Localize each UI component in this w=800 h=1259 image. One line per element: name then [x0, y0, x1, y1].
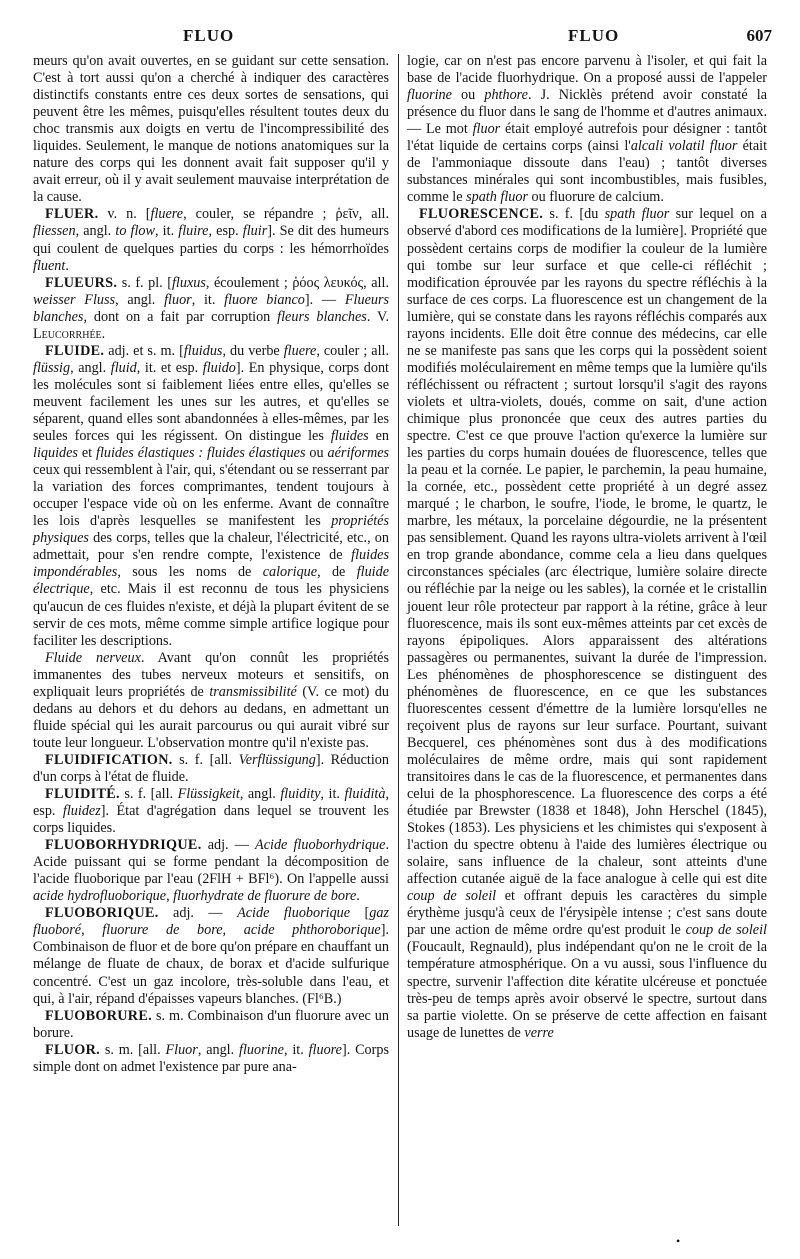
entry-italic: weisser Fluss — [33, 291, 116, 308]
right-column — [407, 53, 767, 1042]
entry-text: ]. Se dit des humeurs qui coulent de quelques parties du corps : les hémorrhoïdes — [33, 223, 389, 257]
entry-text: , esp. — [33, 786, 389, 820]
entry-text: , it. — [283, 1041, 309, 1058]
entry-italic: Acide fluoborhydrique — [255, 837, 386, 854]
entry-italic: fluorine — [407, 87, 452, 104]
entry-italic: Flüssigkeit — [177, 786, 240, 803]
entry-fluoborhydrique — [33, 837, 389, 905]
entry-text: adj. — — [201, 837, 256, 854]
entry-italic: fluore bianco — [224, 291, 305, 308]
headword: FLUER. — [45, 206, 99, 223]
entry-text: , angl. — [115, 291, 165, 308]
entry-italic: fluore — [308, 1041, 342, 1058]
entry-italic: coup de soleil — [407, 888, 497, 905]
entry-text: en — [368, 428, 389, 445]
entry-italic: fluor — [472, 121, 501, 138]
entry-text: s. f. pl. [ — [117, 274, 172, 291]
entry-italic: fluides impondérables — [33, 547, 389, 581]
entry-italic: acide hydrofluoborique — [33, 888, 167, 905]
entry-text: s. m. [all. — [100, 1041, 166, 1058]
entry-italic: liquides — [33, 445, 78, 462]
entry-text: s. f. [all. — [119, 786, 178, 803]
entry-text: . — [101, 325, 106, 342]
headword: FLUOBORIQUE. — [45, 905, 159, 922]
entry-text: , de — [317, 564, 357, 581]
entry-text: , couler ; all. — [316, 342, 390, 359]
entry-italic: spath fluor — [466, 189, 528, 206]
entry-text: s. m. Combinaison d'un fluorure avec un borure. — [33, 1007, 389, 1041]
entry-italic: Flueurs blanches — [33, 291, 390, 325]
entry-fluor — [33, 1042, 389, 1076]
entry-text: , it. — [155, 223, 179, 240]
entry-fluidification — [33, 752, 389, 786]
entry-italic: propriétés physiques — [33, 513, 389, 547]
cross-reference: Leucorrhée — [33, 325, 102, 342]
entry-text: , angl. — [197, 1041, 240, 1058]
entry-italic: fluidità — [344, 786, 386, 803]
entry-text: ou fluorure de calcium. — [527, 189, 664, 206]
entry-text: , etc. Mais il est reconnu de tous les physiciens qu'aucun de ces fluides n'existe, et déjà la plupart évitent de se servir de ces mots, même comme simple artifice logique pour faciliter les descriptions. — [33, 581, 389, 649]
entry-text: sur lequel on a observé d'abord ces modifications de la lumière]. Propriété que possèdent certains corps de modifier la couleur de la lumière qui tombe sur leur surface et que celle-ci réfléchit ; modification éprouvée par les rayons du spectre réfléchis à la surface de ces corps. La fluorescence est un changement de la lumière, qui se constate dans les rayons réfléchis comparés aux rayons incidents. Elle doit être connue des médecins, car elle ne se manifeste pas sans que les corps qui la possèdent soient modifiés moléculairement en même temps que la lumière qu'ils réfléchissent ou réfractent ; surtout lorsqu'il s'agit des rayons violets et ultra-violets, doués, comme on sait, d'une action chimique plus prononcée que ceux des autres parties du spectre. C'est ce que prouve l'action qu'exerce la lumière sur les parties du corps humain douées de fluorescence, telles que la peau et la cornée. Le papier, le parchemin, la peau humaine, la cornée, etc., possèdent cette propriété à un degré assez marqué ; le charbon, le soufre, l'iode, le brome, le quartz, le marbre, les métaux, la porcelaine dégourdie, ne la présentent pas sensiblement. Quand les rayons ultra-violets arrivent à l'œil en trop grande abondance, comme cela a lieu dans quelques circonstances spéciales (arc électrique, lumière solaire directe ou réfléchie par la neige ou les sables), la cornée et le cristallin jouent leur rôle protecteur par rapport à la rétine, grâce à leur fluorescence, mais ils sont eux-mêmes atteints par cet excès de rayons épipoliques. Alors apparaissent des altérations passagères ou permanentes, suivant la durée de l'impression. Les phénomènes de phosphorescence se distinguent des phénomènes de fluorescence, en ce que les substances fluorescentes cessent d'émettre de la lumière lorsqu'elles ne reçoivent plus de rayons sur leur surface. Pourtant, suivant Becquerel, ces phénomènes sont dus à des modifications moléculaires de même ordre, mais qui sont rapidement transitoires dans le cas de la fluorescence, et permanentes dans celui de la phosphorescence. La fluorescence des corps a été étudiée par Brewster (1838 et 1848), John Herschel (1845), Stokes (1853). Les physiciens et les chimistes qui s'exposent à l'action du spectre obtenu à l'aide des lumières électrique ou solaire, sans influence de la chaleur, sont atteints d'une affection cutanée aiguë de la face analogue à celle qui est dite — [407, 206, 767, 888]
entry-text: . J. Nicklès prétend avoir constaté la présence du fluor dans le sang de l'homme et d'autres animaux. — Le mot — [407, 87, 768, 138]
entry-italic: spath fluor — [604, 206, 670, 223]
entry-italic: fluidez — [62, 803, 101, 820]
headword: FLUEURS. — [45, 274, 118, 291]
entry-text: , angl. — [70, 359, 111, 376]
entry-text: s. f. [all. — [172, 751, 239, 768]
entry-text: logie, car on n'est pas encore parvenu à l'isoler, et qui fait la base de l'acide fluorhydrique. On a proposé aussi de l'appeler — [407, 53, 767, 87]
entry-text: , couler, se répandre ; ῥεῖν, all. — [183, 206, 389, 223]
entry-text: . — [65, 257, 69, 274]
entry-italic: fleurs blanches — [277, 308, 367, 325]
entry-italic: fluent — [33, 257, 66, 274]
entry-text: . Acide puissant qui se forme pendant la décomposition de l'acide fluoborique par l'eau (2FlH + BFl⁶). On l'appelle aussi — [33, 837, 389, 888]
running-head-right: FLUO — [568, 26, 620, 45]
entry-text: s. f. [du — [543, 206, 605, 223]
entry-italic: Fluor — [165, 1041, 198, 1058]
entry-text: ]. — — [304, 291, 345, 308]
entry-text: était employé autrefois pour désigner : tantôt l'état liquide de certains corps (ainsi l' — [407, 121, 767, 155]
entry-italic: calorique — [262, 564, 318, 581]
entry-italic: fluir — [242, 223, 268, 240]
entry-text: ]. Réduction d'un corps à l'état de fluide. — [33, 751, 389, 785]
entry-fluidite — [33, 786, 389, 837]
entry-text: , sous les noms de — [117, 564, 263, 581]
entry-text: ]. État d'agrégation dans lequel se trouvent les corps liquides. — [33, 803, 389, 837]
continued-entry-fluor — [407, 53, 767, 206]
column-divider — [398, 54, 399, 1226]
entry-text: . Avant qu'on connût les propriétés immanentes des tubes nerveux moteurs et sensitifs, on expliquait leurs propriétés de — [33, 649, 389, 700]
entry-text: (V. ce mot) du dedans au dehors et du dehors au dedans, en admettant un fluide spécial qui les aurait parcourus ou qui aurait vibré sur toute leur longueur. L'observation montre qu'il n'existe pas. — [33, 683, 389, 751]
entry-text: , angl. — [75, 223, 116, 240]
entry-italic: transmissibilité — [209, 683, 297, 700]
entry-italic: aériformes — [327, 445, 390, 462]
entry-text: et — [77, 445, 96, 462]
headword: FLUIDE. — [45, 342, 105, 359]
entry-italic: fluides — [330, 428, 369, 445]
left-column — [33, 53, 389, 1076]
entry-text: , du verbe — [222, 342, 284, 359]
entry-text: , angl. — [239, 786, 281, 803]
entry-italic: fluorhydrate de fluorure de bore — [173, 888, 357, 905]
entry-italic: verre — [524, 1024, 554, 1041]
headword: FLUOR. — [45, 1041, 101, 1058]
entry-text: (Foucault, Regnauld), plus indépendant qu'on ne le croit de la température atmosphérique. On a vu aussi, sous l'influence du spectre, survenir l'affection dite kératite ulcéreuse et ponctuée très-peu de temps après avoir observé le spectre, surtout dans sa partie violette. On se préserve de cette affection en faisant usage de lunettes de — [407, 939, 767, 1041]
entry-italic: fluide électrique — [33, 564, 389, 598]
headword: FLUOBORHYDRIQUE. — [45, 837, 202, 854]
entry-text: , it. — [320, 786, 345, 803]
entry-text: , dont on a fait par corruption — [83, 308, 278, 325]
entry-text: était de l'ammoniaque dissoute dans l'eau) ; tantôt diverses substances minérales qui sont incombustibles, mais fusibles, comme le — [407, 138, 768, 206]
entry-italic: fluxus — [171, 274, 206, 291]
entry-text: adj. et s. m. [ — [104, 342, 184, 359]
entry-text: et offrant depuis les caractères du simple érythème jusqu'à ceux de l'érysipèle intense ; c'est sans doute par une action de même ordre qu'est produit le — [407, 888, 767, 939]
headword: FLUIDITÉ. — [45, 786, 120, 803]
entry-fluoborique — [33, 905, 389, 1007]
page-number: 607 — [746, 26, 772, 45]
entry-italic: Verflüssigung — [238, 751, 316, 768]
entry-italic: fluor — [164, 291, 192, 308]
entry-text: , esp. — [208, 223, 243, 240]
headword: FLUIDIFICATION. — [45, 751, 173, 768]
continued-paragraph: meurs qu'on avait ouvertes, en se guidant sur cette sensation. C'est à tort aussi qu'on a cherché à indiquer des caractères distinctifs constants entre ces deux sortes de sensations, qui peuvent être les mêmes, puisqu'elles résultent toutes deux du choc transmis aux doigts en vertu de l'incompressibilité des liquides. Seulement, le manque de notions anatomiques sur la nature des corps qui les donnent avait fait supposer qu'il y avait erreur, où il y avait seulement mauvaise interprétation de la cause. — [33, 53, 389, 206]
entry-text: ceux qui ressemblent à l'air, qui, s'étendant ou se resserrant par la variation des forces comprimantes, tendent toujours à occuper l'espace vide où on les enferme. Avant de connaître les lois d'après lesquelles se manifestent les — [33, 462, 389, 530]
entry-text: v. n. [ — [98, 206, 151, 223]
entry-italic: flüssig — [33, 359, 71, 376]
entry-italic: fluorine — [239, 1041, 284, 1058]
entry-fluer — [33, 206, 389, 274]
entry-italic: fluid — [110, 359, 137, 376]
subentry-title: Fluide nerveux — [45, 649, 141, 666]
entry-fluoborure — [33, 1008, 389, 1042]
entry-text: adj. — — [158, 905, 238, 922]
entry-text: . — [356, 888, 360, 905]
entry-text: , écoulement ; ῥόος λευκός, all. — [205, 274, 389, 291]
entry-text: ou — [451, 87, 485, 104]
headword: FLUOBORURE. — [45, 1007, 152, 1024]
entry-italic: fliessen — [33, 223, 76, 240]
entry-italic: Acide fluoborique — [237, 905, 351, 922]
entry-text: ]. En physique, corps dont les molécules sont si faiblement liées entre elles, qu'elles se meuvent facilement les unes sur les autres, et qu'elles se séparent, quand elles sont abandonnées à elles-mêmes, par les seules forces qui les régissent. On distingue les — [33, 359, 389, 445]
entry-text: , it. et esp. — [136, 359, 203, 376]
entry-italic: fluidity — [280, 786, 321, 803]
print-mark: • — [676, 1234, 681, 1248]
entry-italic: fluido — [202, 359, 236, 376]
entry-text: ]. Combinaison de fluor et de bore qu'on prépare en chauffant un mélange de fluate de chaux, de borax et d'acide sulfurique concentré. C'est un gaz incolore, très-soluble dans l'eau, et qui, à l'air, répand d'épaisses vapeurs blanches. (Fl⁶B.) — [33, 922, 389, 1007]
entry-italic: fluere — [283, 342, 317, 359]
entry-italic: fluides élastiques : fluides élastiques — [96, 445, 306, 462]
entry-italic: fluere — [150, 206, 184, 223]
subentry-fluide-nerveux — [33, 650, 389, 752]
entry-flueurs — [33, 275, 389, 343]
entry-text: ]. Corps simple dont on admet l'existence par pure ana- — [33, 1041, 389, 1075]
entry-italic: fluire — [178, 223, 209, 240]
entry-text: ou — [305, 445, 328, 462]
entry-italic: to flow — [115, 223, 155, 240]
headword: FLUORESCENCE. — [419, 206, 544, 223]
entry-fluorescence — [407, 206, 767, 1041]
entry-italic: phthore — [484, 87, 528, 104]
entry-text: des corps, telles que la chaleur, l'électricité, etc., on admettait, pour s'en rendre compte, l'existence de — [33, 530, 389, 564]
entry-italic: fluidus — [183, 342, 223, 359]
entry-fluide — [33, 343, 389, 650]
entry-italic: gaz fluoboré, fluorure de bore, acide phthoroborique — [33, 905, 389, 939]
running-head-left: FLUO — [183, 26, 235, 45]
entry-italic: coup de soleil — [685, 922, 767, 939]
entry-text: [ — [350, 905, 370, 922]
entry-text: , — [166, 888, 174, 905]
entry-text: , it. — [191, 291, 225, 308]
entry-italic: alcali volatil fluor — [630, 138, 738, 155]
entry-text: . V. — [366, 308, 390, 325]
